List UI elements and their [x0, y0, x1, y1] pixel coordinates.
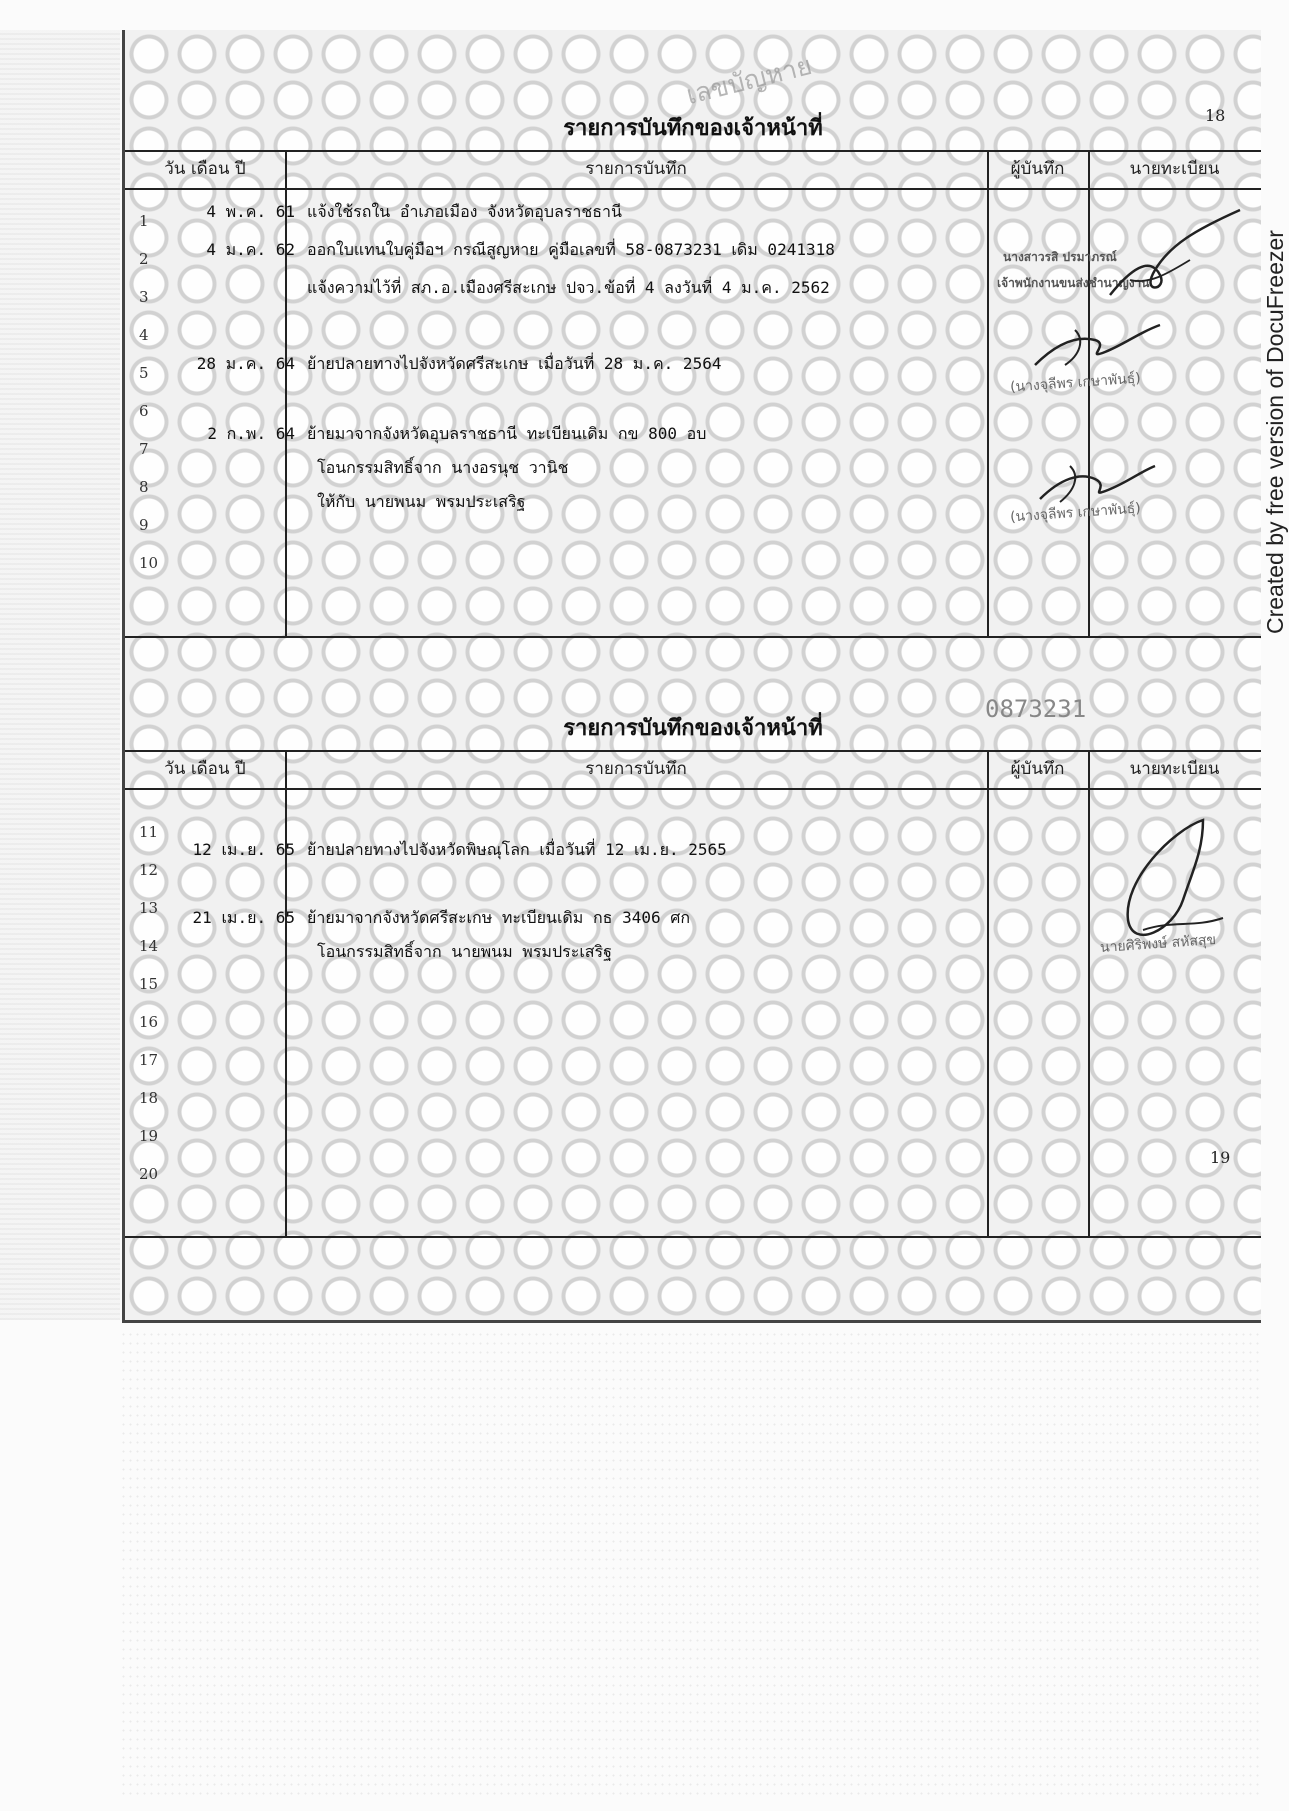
line-number: 4	[139, 326, 149, 344]
column-header-recorder: ผู้บันทึก	[1010, 759, 1065, 779]
line-number: 13	[139, 899, 159, 917]
docufreezer-watermark: Created by free version of DocuFreezer	[1262, 230, 1288, 634]
column-header-date: วัน เดือน ปี	[164, 759, 246, 779]
line-number: 20	[139, 1165, 159, 1183]
record-table-page-18	[125, 106, 1261, 636]
entry-date: 12 เม.ย. 65	[192, 840, 295, 859]
entry-date: 2 ก.พ. 64	[207, 424, 295, 443]
bleed-through-text: 0873231	[985, 695, 1087, 723]
line-number: 18	[139, 1089, 159, 1107]
table-bottom-rule	[125, 1236, 1261, 1238]
line-number: 17	[139, 1051, 159, 1069]
signature-caption: (นางจุลีพร เกษาพันธุ์)	[1009, 500, 1142, 526]
entry-text: ย้ายปลายทางไปจังหวัดพิษณุโลก เมื่อวันที่ 12 เม.ย. 2565	[307, 840, 727, 859]
faded-stamp-text: เลขบัญหาย	[683, 50, 816, 112]
column-divider	[1088, 750, 1090, 1236]
column-divider	[987, 750, 989, 1236]
signature-caption: นายศิริพงษ์ สหัสสุข	[1099, 931, 1217, 957]
page-number: 19	[1210, 1148, 1231, 1167]
recorder-signature	[1025, 310, 1165, 380]
line-number: 9	[139, 516, 149, 534]
line-number: 5	[139, 364, 149, 382]
entry-text: ให้กับ นายพนม พรมประเสริฐ	[317, 492, 526, 511]
official-stamp-line: เจ้าพนักงานขนส่งชำนาญงาน	[997, 276, 1150, 290]
header-bottom-rule	[125, 188, 1261, 190]
entry-text: ออกใบแทนใบคู่มือฯ กรณีสูญหาย คู่มือเลขที่ 58-0873231 เดิม 0241318	[307, 240, 835, 259]
entry-text: ย้ายมาจากจังหวัดอุบลราชธานี ทะเบียนเดิม กข 800 อบ	[307, 424, 707, 443]
header-bottom-rule	[125, 788, 1261, 790]
record-table-page-19	[125, 716, 1261, 1255]
line-number: 14	[139, 937, 159, 955]
line-number: 1	[139, 212, 149, 230]
section-title: รายการบันทึกของเจ้าหน้าที่	[563, 716, 823, 741]
entry-text: ย้ายมาจากจังหวัดศรีสะเกษ ทะเบียนเดิม กธ 3406 ศก	[307, 908, 691, 927]
line-number: 8	[139, 478, 149, 496]
entry-text: แจ้งใช้รถใน อำเภอเมือง จังหวัดอุบลราชธานี	[307, 202, 622, 221]
column-header-recorder: ผู้บันทึก	[1010, 159, 1065, 179]
scan-margin	[0, 30, 120, 1320]
record-pages	[122, 30, 1261, 1323]
line-number: 19	[139, 1127, 159, 1145]
entry-text: โอนกรรมสิทธิ์จาก นางอรนุช วานิช	[317, 458, 569, 477]
entry-date: 21 เม.ย. 65	[192, 908, 295, 927]
line-number: 15	[139, 975, 159, 993]
entry-date: 4 พ.ค. 61	[206, 202, 295, 221]
section-title: รายการบันทึกของเจ้าหน้าที่	[563, 116, 823, 141]
line-number: 16	[139, 1013, 159, 1031]
column-header-entry: รายการบันทึก	[585, 759, 687, 779]
entry-date: 4 ม.ค. 62	[206, 240, 295, 259]
entry-text: ย้ายปลายทางไปจังหวัดศรีสะเกษ เมื่อวันที่ 28 ม.ค. 2564	[307, 354, 722, 373]
signature-caption: (นางจุลีพร เกษาพันธุ์)	[1009, 370, 1142, 396]
line-number: 3	[139, 288, 149, 306]
line-number: 2	[139, 250, 149, 268]
line-number: 7	[139, 440, 149, 458]
table-bottom-rule	[125, 636, 1261, 638]
scan-noise	[120, 1330, 1260, 1800]
line-number: 11	[139, 823, 159, 841]
registrar-signature	[1100, 200, 1250, 310]
column-divider	[285, 750, 287, 1236]
page-number: 18	[1205, 106, 1226, 125]
line-number: 10	[139, 554, 159, 572]
entry-text: โอนกรรมสิทธิ์จาก นายพนม พรมประเสริฐ	[317, 942, 612, 961]
column-header-date: วัน เดือน ปี	[164, 159, 246, 179]
official-stamp-line: นางสาวรสิ ปรมาภรณ์	[1003, 250, 1117, 264]
line-number: 12	[139, 861, 159, 879]
column-header-registrar: นายทะเบียน	[1129, 759, 1220, 779]
column-divider	[987, 150, 989, 636]
entry-text: แจ้งความไว้ที่ สภ.อ.เมืองศรีสะเกษ ปจว.ข้อที่ 4 ลงวันที่ 4 ม.ค. 2562	[307, 278, 830, 297]
column-header-registrar: นายทะเบียน	[1129, 159, 1220, 179]
column-header-entry: รายการบันทึก	[585, 159, 687, 179]
entry-date: 28 ม.ค. 64	[196, 354, 295, 373]
line-number: 6	[139, 402, 149, 420]
